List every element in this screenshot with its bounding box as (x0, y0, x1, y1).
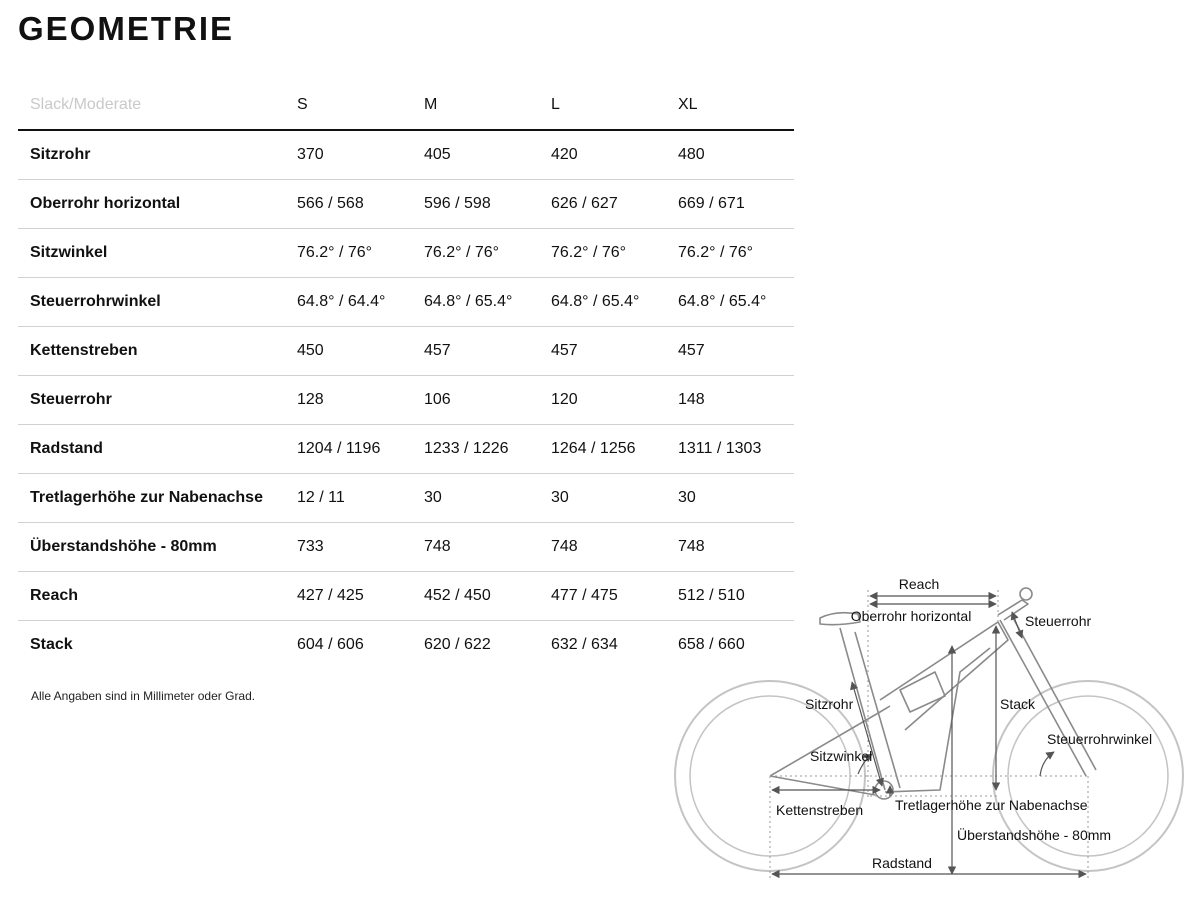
cell-value: 106 (412, 376, 539, 425)
footnote: Alle Angaben sind in Millimeter oder Grad. (31, 689, 256, 703)
diagram-label-bb-drop: Tretlagerhöhe zur Nabenachse (895, 797, 1088, 813)
cell-value: 566 / 568 (285, 180, 412, 229)
cell-value: 658 / 660 (678, 636, 745, 653)
column-header-size-m: M (412, 80, 539, 130)
cell-value: 1233 / 1226 (412, 425, 539, 474)
diagram-label-wheelbase: Radstand (872, 855, 932, 871)
diagram-label-chainstay: Kettenstreben (776, 802, 864, 818)
cell-value: 1204 / 1196 (285, 425, 412, 474)
row-label: Steuerrohr (18, 376, 285, 425)
page-title: GEOMETRIE (18, 10, 235, 47)
column-header-size-s: S (285, 80, 412, 130)
diagram-label-standover: Überstandshöhe - 80mm (957, 827, 1112, 843)
cell-value: 370 (285, 130, 412, 180)
cell-value: 76.2° / 76° (539, 229, 666, 278)
cell-value: 76.2° / 76° (666, 229, 794, 278)
table-row (18, 180, 794, 229)
table-row (18, 130, 794, 180)
cell-value: 452 / 450 (412, 572, 539, 621)
cell-value: 477 / 475 (539, 572, 666, 621)
diagram-label-seat-tube: Sitzrohr (805, 696, 854, 712)
row-label: Steuerrohrwinkel (18, 278, 285, 327)
cell-value: 64.8° / 65.4° (412, 278, 539, 327)
cell-value: 64.8° / 65.4° (539, 278, 666, 327)
row-label: Stack (30, 636, 73, 653)
cell-value: 427 / 425 (285, 572, 412, 621)
cell-value: 128 (285, 376, 412, 425)
cell-value: 457 (666, 327, 794, 376)
cell-value: 620 / 622 (424, 636, 491, 653)
diagram-label-seat-angle: Sitzwinkel (810, 748, 873, 764)
row-label: Oberrohr horizontal (18, 180, 285, 229)
cell-value: 30 (412, 474, 539, 523)
cell-value: 457 (539, 327, 666, 376)
cell-value: 420 (539, 130, 666, 180)
cell-value: 632 / 634 (551, 636, 618, 653)
diagram-label-top-tube: Oberrohr horizontal (850, 608, 972, 624)
cell-value: 669 / 671 (666, 180, 794, 229)
row-label: Überstandshöhe - 80mm (18, 523, 285, 572)
table-row (18, 376, 794, 425)
column-header-size-l: L (539, 80, 666, 130)
diagram-label-head-tube: Steuerrohr (1025, 613, 1092, 629)
cell-value: 120 (539, 376, 666, 425)
cell-value: 748 (539, 523, 666, 572)
row-label: Radstand (18, 425, 285, 474)
cell-value: 30 (666, 474, 794, 523)
table-header-row (18, 80, 794, 130)
column-header-mode: Slack/Moderate (18, 80, 285, 130)
cell-value: 76.2° / 76° (285, 229, 412, 278)
cell-value: 450 (285, 327, 412, 376)
table-row (18, 425, 794, 474)
cell-value: 12 / 11 (285, 474, 412, 523)
row-label: Tretlagerhöhe zur Nabenachse (18, 474, 285, 523)
cell-value: 748 (412, 523, 539, 572)
table-row (18, 523, 794, 572)
cell-value: 626 / 627 (539, 180, 666, 229)
table-row (18, 278, 794, 327)
cell-value: 1311 / 1303 (666, 425, 794, 474)
table-row (18, 229, 794, 278)
cell-value: 457 (412, 327, 539, 376)
table-row (18, 474, 794, 523)
cell-value: 512 / 510 (666, 572, 794, 621)
cell-value: 64.8° / 65.4° (666, 278, 794, 327)
cell-value: 596 / 598 (412, 180, 539, 229)
cell-value: 148 (666, 376, 794, 425)
cell-value: 480 (666, 130, 794, 180)
cell-value: 405 (412, 130, 539, 180)
cell-value: 1264 / 1256 (539, 425, 666, 474)
diagram-label-reach: Reach (898, 576, 940, 592)
column-header-size-xl: XL (666, 80, 794, 130)
cell-value: 733 (285, 523, 412, 572)
row-label: Reach (18, 572, 285, 621)
cell-value: 604 / 606 (297, 636, 364, 653)
cell-value: 30 (539, 474, 666, 523)
row-label: Kettenstreben (18, 327, 285, 376)
cell-value: 748 (666, 523, 794, 572)
diagram-label-stack: Stack (1000, 696, 1036, 712)
cell-value: 76.2° / 76° (412, 229, 539, 278)
bike-geometry-diagram (670, 570, 1200, 888)
diagram-label-head-angle: Steuerrohrwinkel (1047, 731, 1153, 747)
table-row (18, 327, 794, 376)
row-label: Sitzwinkel (18, 229, 285, 278)
row-label: Sitzrohr (18, 130, 285, 180)
cell-value: 64.8° / 64.4° (285, 278, 412, 327)
